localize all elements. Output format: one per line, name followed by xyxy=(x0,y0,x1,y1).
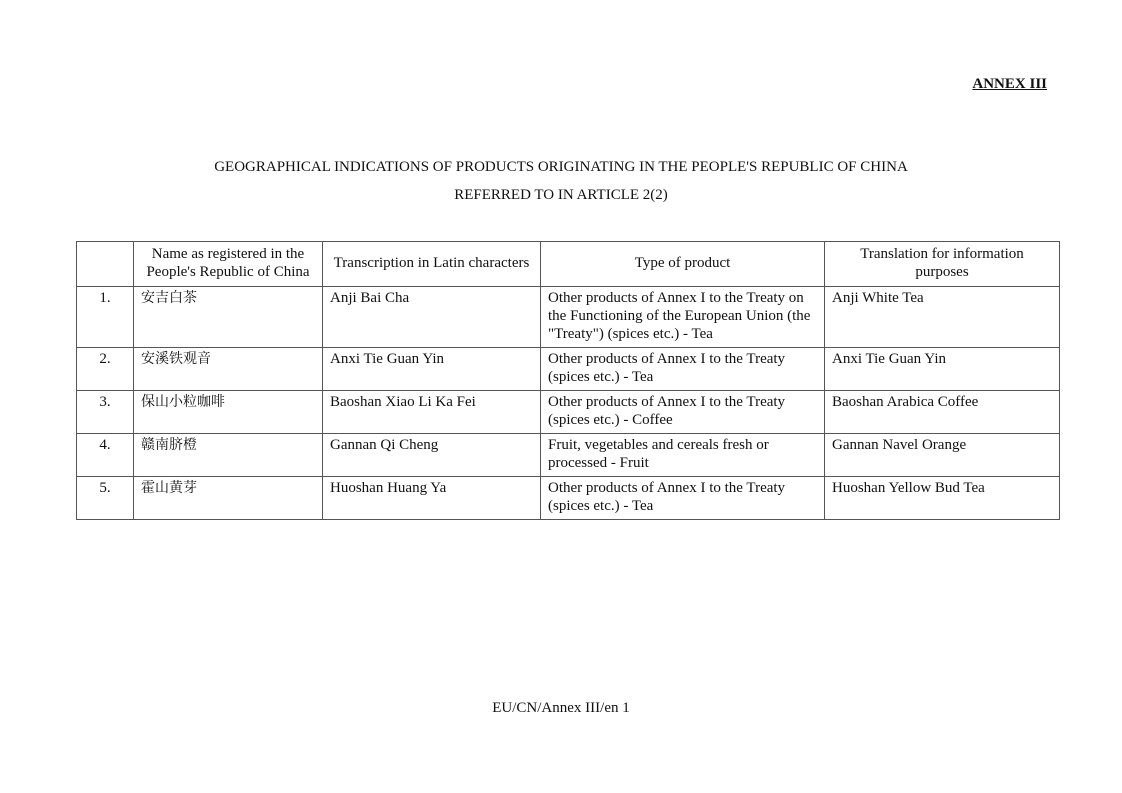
table-row xyxy=(77,434,1060,477)
annex-label: ANNEX III xyxy=(972,76,1047,92)
translation: Anji White Tea xyxy=(825,287,1060,348)
transcription: Huoshan Huang Ya xyxy=(323,477,541,520)
header-transcription: Transcription in Latin characters xyxy=(323,242,541,287)
translation: Baoshan Arabica Coffee xyxy=(825,391,1060,434)
header-product-type: Type of product xyxy=(541,242,825,287)
table-row xyxy=(77,348,1060,391)
translation: Anxi Tie Guan Yin xyxy=(825,348,1060,391)
transcription: Baoshan Xiao Li Ka Fei xyxy=(323,391,541,434)
row-number: 2. xyxy=(77,348,134,391)
translation: Gannan Navel Orange xyxy=(825,434,1060,477)
product-type: Other products of Annex I to the Treaty on the Functioning of the European Union (the "Treaty") (spices etc.) - Tea xyxy=(541,287,825,348)
document-title: GEOGRAPHICAL INDICATIONS OF PRODUCTS ORIGINATING IN THE PEOPLE'S REPUBLIC OF CHINA xyxy=(214,159,908,175)
row-number: 3. xyxy=(77,391,134,434)
header-translation: Translation for information purposes xyxy=(825,242,1060,287)
header-number xyxy=(77,242,134,287)
transcription: Gannan Qi Cheng xyxy=(323,434,541,477)
translation: Huoshan Yellow Bud Tea xyxy=(825,477,1060,520)
registered-name: 赣南脐橙 xyxy=(134,434,323,477)
product-type: Other products of Annex I to the Treaty (spices etc.) - Tea xyxy=(541,348,825,391)
table-row xyxy=(77,287,1060,348)
product-type: Other products of Annex I to the Treaty (spices etc.) - Tea xyxy=(541,477,825,520)
registered-name: 安吉白茶 xyxy=(134,287,323,348)
product-type: Other products of Annex I to the Treaty (spices etc.) - Coffee xyxy=(541,391,825,434)
product-type: Fruit, vegetables and cereals fresh or processed - Fruit xyxy=(541,434,825,477)
table-row xyxy=(77,391,1060,434)
geographical-indications-table xyxy=(76,241,1060,520)
registered-name: 霍山黄芽 xyxy=(134,477,323,520)
registered-name: 安溪铁观音 xyxy=(134,348,323,391)
table-header-row xyxy=(77,242,1060,287)
row-number: 1. xyxy=(77,287,134,348)
registered-name: 保山小粒咖啡 xyxy=(134,391,323,434)
document-subtitle: REFERRED TO IN ARTICLE 2(2) xyxy=(454,187,668,203)
header-registered-name: Name as registered in the People's Republic of China xyxy=(134,242,323,287)
table-row xyxy=(77,477,1060,520)
transcription: Anxi Tie Guan Yin xyxy=(323,348,541,391)
row-number: 4. xyxy=(77,434,134,477)
page-footer: EU/CN/Annex III/en 1 xyxy=(492,700,630,716)
transcription: Anji Bai Cha xyxy=(323,287,541,348)
row-number: 5. xyxy=(77,477,134,520)
